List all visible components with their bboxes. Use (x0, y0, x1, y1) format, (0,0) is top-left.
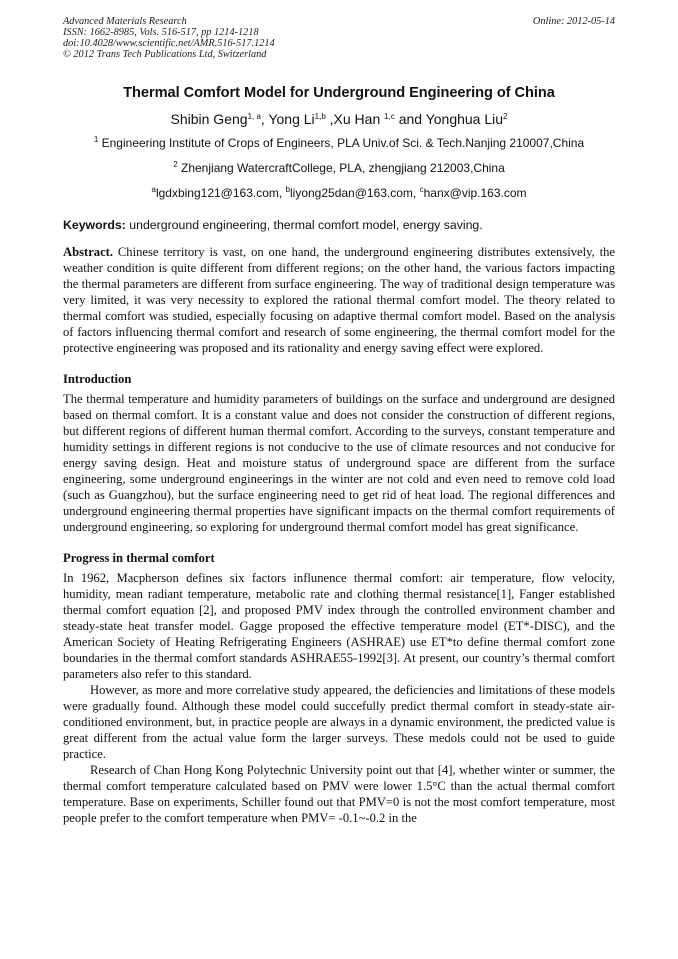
author-name: Yong Li (268, 111, 315, 127)
doi-line[interactable]: doi:10.4028/www.scientific.net/AMR.516-517.1214 (63, 38, 275, 49)
affiliation-2 (63, 157, 615, 176)
body-paragraph: The thermal temperature and humidity parameters of buildings on the surface and underground are designed based on thermal comfort. It is a constant value and does not consider the construction of different regions, but different regions of different human thermal comfort. According to the surveys, constant temperature and humidity settings in different regions is not conducive to the use of climate resources and not conducive for energy saving design. Heat and moisture status of underground space are different from the surface engineering, some underground engineerings in the winter are not cold and even need to remove cold load (such as Guangzhou), but the surface engineering need to get rid of heat load. The regional differences and underground engineering thermal properties have significant impacts on the thermal comfort requirements of underground engineering, so exploring for underground thermal comfort model has great significance. (63, 392, 615, 534)
abstract-label: Abstract. (63, 245, 114, 259)
email-superscript: a (151, 185, 156, 194)
keywords-label: Keywords: (63, 218, 126, 232)
email-address[interactable]: lgdxbing121@163.com, (155, 186, 286, 200)
online-date: Online: 2012-05-14 (532, 16, 615, 27)
author-name: Xu Han (333, 111, 385, 127)
author-emails (63, 182, 615, 201)
abstract-text: Chinese territory is vast, on one hand, the underground engineering distributes extensively, the weather condition is quite different from different regions; on the other hand, the various factors impacting the thermal parameters are different from surface engineering. The way of traditional design temperature was very limited, it was very necessity to explored the rational thermal comfort model. The theory related to thermal comfort was studied, especially focusing on adaptive thermal comfort model. Based on the analysis of factors influencing thermal comfort and research of some engineering, the thermal comfort model for the protective engineering was proposed and its rationality and energy saving effect were explored. (63, 245, 615, 355)
email-address[interactable]: hanx@vip.163.com (423, 186, 527, 200)
journal-header (63, 16, 615, 60)
email-address[interactable]: liyong25dan@163.com, (290, 186, 420, 200)
journal-name: Advanced Materials Research (63, 16, 187, 27)
author-name: Shibin Geng (170, 111, 248, 127)
author-list (63, 111, 615, 127)
section-heading-introduction: Introduction (63, 372, 132, 386)
affiliation-superscript: 1 (93, 135, 99, 144)
paper-title: Thermal Comfort Model for Underground Engineering of China (123, 85, 555, 101)
author-separator: , (325, 111, 334, 127)
paper-page (63, 16, 615, 826)
affiliation-text: Zhenjiang WatercraftCollege, PLA, zhengjiang 212003,China (177, 161, 505, 175)
copyright-line: © 2012 Trans Tech Publications Ltd, Switzerland (63, 49, 267, 60)
body-paragraph: Research of Chan Hong Kong Polytechnic University point out that [4], whether winter or summer, the thermal comfort temperature calculated based on PMV were lower 1.5°C than the actual thermal comfort temperature. Base on experiments, Schiller found out that PMV=0 is not the most comfort temperature, most people prefer to the comfort temperature when PMV= -0.1~-0.2 in the (63, 763, 615, 825)
section-heading-progress: Progress in thermal comfort (63, 551, 215, 565)
body-paragraph: However, as more and more correlative study appeared, the deficiencies and limitations of these models were gradually found. Although these model could succefully predict thermal comfort in steady-state air-conditioned environment, but, in practice people are always in a dynamic environment, the predicted value is great different from the actual value form the larger surveys. These medols could not be used to guide practice. (63, 683, 615, 761)
affiliation-1 (63, 132, 615, 151)
issn-line: ISSN: 1662-8985, Vols. 516-517, pp 1214-1218 (63, 27, 259, 38)
author-superscript: 1,c (384, 112, 395, 121)
keywords-line (63, 218, 615, 232)
author-superscript: 2 (503, 112, 508, 121)
author-separator: , (260, 111, 269, 127)
author-superscript: 1,b (314, 112, 326, 121)
author-separator: and (394, 111, 426, 127)
affiliation-text: Engineering Institute of Crops of Engineers, PLA Univ.of Sci. & Tech.Nanjing 210007,China (98, 136, 585, 150)
email-superscript: b (285, 185, 290, 194)
author-superscript: 1, a (247, 112, 261, 121)
keywords-text: underground engineering, thermal comfort model, energy saving. (125, 218, 483, 232)
email-superscript: c (419, 185, 424, 194)
body-paragraph: In 1962, Macpherson defines six factors influnence thermal comfort: air temperature, flow velocity, humidity, mean radiant temperature, metabolic rate and clothing thermal resistance[1], Fanger established thermal comfort equation [2], and proposed PMV index through the controlled environment chamber and steady-state heat transfer model. Gagge proposed the effective temperature model (ET*-DISC), and the American Society of Heating Refrigerating Engineers (ASHRAE) use ET*to define thermal comfort zone boundaries in the thermal comfort standards ASHRAE55-1992[3]. At present, our country’s thermal comfort parameters also refer to this standard. (63, 571, 615, 681)
author-name: Yonghua Liu (425, 111, 504, 127)
affiliation-superscript: 2 (173, 160, 178, 169)
abstract-paragraph (63, 244, 615, 356)
